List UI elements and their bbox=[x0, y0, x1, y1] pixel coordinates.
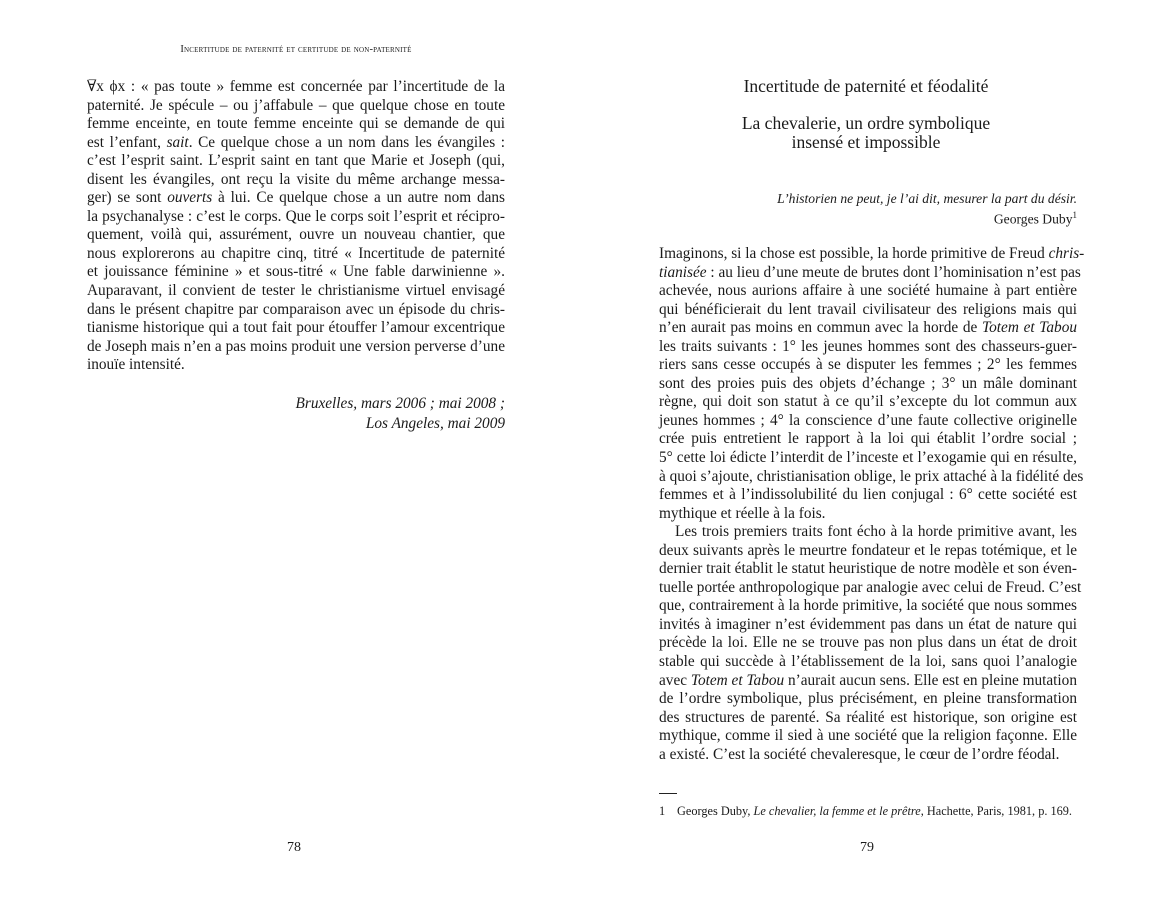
text-line bbox=[659, 375, 1077, 394]
text-run: de Joseph mais n’en a pas moins produit une version perverse d’une bbox=[87, 337, 505, 355]
text-line bbox=[659, 486, 1077, 505]
text-run: tuelle portée anthropologique par analogie avec celui de Freud. C’est bbox=[659, 578, 1082, 596]
signature-line: Los Angeles, mai 2009 bbox=[365, 415, 505, 432]
text-run: quement, voilà qui, assurément, ouvre un nouveau chantier, que bbox=[87, 226, 505, 244]
text-run: n’en aurait pas moins en commun avec la horde de bbox=[659, 319, 983, 337]
text-run: est l’enfant, bbox=[87, 133, 167, 151]
section-title-line: insensé et impossible bbox=[791, 132, 941, 152]
text-line bbox=[659, 449, 1077, 468]
italic-text: Totem et Tabou bbox=[690, 671, 785, 689]
right-page bbox=[581, 0, 1162, 904]
text-line bbox=[659, 338, 1077, 357]
text-run: que, contrairement à la horde primitive, la société que nous sommes bbox=[659, 597, 1077, 615]
text-run: riers sans cesse occupés à se disputer les femmes ; 2° les femmes bbox=[659, 356, 1077, 374]
footnote-title: Le chevalier, la femme et le prêtre bbox=[753, 804, 921, 818]
text-line bbox=[659, 245, 1085, 264]
text-line bbox=[87, 208, 505, 227]
text-run: à lui. Ce quelque chose a un autre nom dans bbox=[212, 189, 505, 207]
text-run: nous explorerons au chapitre cinq, titré « Incertitude de paternité bbox=[87, 244, 505, 262]
text-line bbox=[659, 634, 1077, 653]
text-run: disent les évangiles, ont reçu la visite du même archange messa- bbox=[87, 170, 505, 188]
text-line bbox=[659, 467, 1084, 487]
text-run: dans le présent chapitre par comparaison avec un épisode du chris- bbox=[87, 300, 505, 318]
italic-text: chris- bbox=[1048, 245, 1085, 262]
text-run: mythique et réelle à la fois. bbox=[659, 504, 826, 522]
text-run: stable qui succède à l’établissement de la loi, sans quoi l’analogie bbox=[659, 653, 1077, 671]
text-line bbox=[659, 616, 1077, 635]
text-line bbox=[659, 672, 1077, 691]
text-run: c’est l’esprit saint. L’esprit saint en tant que Marie et Joseph (qui, bbox=[87, 152, 505, 170]
italic-text: tianisée bbox=[659, 263, 707, 281]
text-run: crée puis entretient le rapport à la loi qui établit l’ordre social ; bbox=[659, 430, 1077, 448]
text-line bbox=[659, 505, 1077, 524]
text-run: les traits suivants : 1° les jeunes hommes sont des chasseurs-guer- bbox=[659, 337, 1077, 355]
body-text bbox=[87, 78, 505, 375]
running-head: Incertitude de paternité et certitude de non-paternité bbox=[180, 44, 412, 55]
text-line bbox=[659, 542, 1077, 561]
text-line bbox=[87, 301, 505, 320]
text-line bbox=[87, 282, 505, 301]
text-line bbox=[87, 338, 505, 357]
text-line bbox=[659, 282, 1077, 301]
epigraph-author bbox=[659, 210, 1077, 228]
text-run: inouïe intensité. bbox=[87, 356, 185, 374]
text-run: femmes et à l’indissolubilité du lien conjugal : 6° cette société est bbox=[659, 486, 1077, 504]
page-number: 78 bbox=[287, 840, 301, 855]
text-line bbox=[659, 709, 1077, 728]
text-line bbox=[659, 263, 1081, 283]
text-line bbox=[87, 226, 505, 245]
text-line bbox=[659, 412, 1077, 431]
text-run: dernier trait établit le statut heuristique de notre modèle et son éven- bbox=[659, 560, 1077, 578]
footnote-author: Georges Duby, bbox=[677, 804, 754, 818]
signature-line: Bruxelles, mars 2006 ; mai 2008 ; bbox=[295, 395, 505, 412]
text-run: ger) se sont bbox=[87, 189, 168, 207]
text-line bbox=[87, 134, 505, 153]
text-run: la psychanalyse : c’est le corps. Que le corps soit l’esprit et récipro- bbox=[87, 207, 505, 225]
text-run: à quoi s’ajoute, christianisation oblige, le prix attaché à la fidélité des bbox=[659, 467, 1084, 485]
text-run: tianisme historique qui a tout fait pour étouffer l’amour excentrique bbox=[87, 319, 505, 337]
text-run: mythique, comme il sied à une société que la religion façonne. Elle bbox=[659, 727, 1077, 745]
text-line bbox=[659, 746, 1077, 765]
footnote-divider bbox=[659, 793, 677, 794]
text-run: deux suivants après le meurtre fondateur et le repas totémique, et le bbox=[659, 541, 1077, 559]
text-line bbox=[659, 690, 1077, 709]
epigraph-text: L’historien ne peut, je l’ai dit, mesurer la part du désir. bbox=[777, 191, 1077, 206]
section-title-line: La chevalerie, un ordre symbolique bbox=[741, 113, 991, 133]
text-line bbox=[87, 152, 505, 171]
text-run: achevée, nous aurions affaire à une société humaine à part entière bbox=[659, 282, 1077, 300]
place-date-signature bbox=[87, 394, 505, 434]
italic-text: sait bbox=[166, 133, 189, 151]
italic-text: ouverts bbox=[167, 189, 213, 207]
text-run: qui bénéficierait du lent travail civilisateur des religions mais qui bbox=[659, 300, 1077, 318]
text-run: 5° cette loi édicte l’interdit de l’inceste et l’exogamie qui en résulte, bbox=[659, 449, 1077, 467]
text-line bbox=[659, 578, 1082, 598]
footnote-rest: , Hachette, Paris, 1981, p. 169. bbox=[920, 804, 1073, 818]
text-run: n’aurait aucun sens. Elle est en pleine mutation bbox=[784, 671, 1077, 689]
text-line bbox=[659, 430, 1077, 449]
text-line bbox=[659, 301, 1077, 320]
text-run: invités à imaginer n’est évidemment pas dans un état de nature qui bbox=[659, 615, 1077, 633]
body-text bbox=[659, 245, 1085, 764]
text-line bbox=[87, 171, 505, 190]
text-line bbox=[87, 97, 505, 116]
text-run: a existé. C’est la société chevaleresque, le cœur de l’ordre féodal. bbox=[659, 745, 1060, 763]
text-line bbox=[659, 560, 1077, 579]
text-line bbox=[659, 653, 1077, 672]
epigraph-author-name: Georges Duby bbox=[993, 211, 1073, 227]
text-run: avec bbox=[659, 671, 691, 689]
text-run: des structures de parenté. Sa réalité est historique, son origine est bbox=[659, 708, 1077, 726]
text-run: jeunes hommes ; 4° la conscience d’une faute collective originelle bbox=[659, 411, 1077, 429]
text-line bbox=[659, 356, 1077, 375]
text-run: règne, qui doit son statut à ce qu’il s’excepte du lot commun aux bbox=[659, 393, 1077, 411]
text-run: Les trois premiers traits font écho à la horde primitive avant, les bbox=[675, 523, 1077, 541]
footnote-ref[interactable]: 1 bbox=[1072, 210, 1077, 220]
text-line bbox=[87, 78, 505, 97]
text-line bbox=[659, 597, 1077, 616]
footnote-number: 1 bbox=[659, 804, 666, 818]
page-number: 79 bbox=[860, 840, 874, 855]
text-run: Auparavant, il convient de tester le christianisme virtuel envisagé bbox=[87, 282, 505, 300]
text-line bbox=[87, 245, 505, 264]
text-run: : au lieu d’une meute de brutes dont l’hominisation n’est pas bbox=[706, 263, 1081, 281]
epigraph bbox=[659, 191, 1077, 207]
text-line bbox=[87, 263, 505, 282]
text-line bbox=[87, 115, 505, 134]
text-run: . Ce quelque chose a un nom dans les évangiles : bbox=[188, 133, 506, 151]
text-run: et jouissance féminine » et sous-titré « Une fable darwinienne ». bbox=[87, 263, 505, 281]
text-run: Imaginons, si la chose est possible, la horde primitive de Freud bbox=[659, 245, 1049, 262]
text-line bbox=[87, 319, 505, 338]
text-line bbox=[659, 319, 1077, 338]
text-line bbox=[659, 523, 1077, 542]
text-line bbox=[87, 356, 505, 375]
text-run: sont des proies puis des objets d’échange ; 3° un mâle dominant bbox=[659, 374, 1077, 392]
section-title bbox=[641, 114, 1091, 152]
footnote bbox=[659, 804, 1079, 819]
italic-text: Totem et Tabou bbox=[982, 319, 1077, 337]
text-run: femme enceinte, en toute femme enceinte qui se demande de qui bbox=[87, 115, 505, 133]
text-line bbox=[659, 393, 1077, 412]
text-run: de l’ordre symbolique, plus précisément, en pleine transformation bbox=[659, 690, 1077, 708]
text-run: ∀̅x ϕx : « pas toute » femme est concernée par l’incertitude de la bbox=[87, 78, 505, 95]
text-run: paternité. Je spécule – ou j’affabule – que quelque chose en toute bbox=[87, 96, 505, 114]
text-run: précède la loi. Elle ne se trouve pas non plus dans un état de droit bbox=[659, 634, 1077, 652]
chapter-title: Incertitude de paternité et féodalité bbox=[743, 76, 989, 96]
text-line bbox=[659, 727, 1077, 746]
text-line bbox=[87, 189, 505, 208]
